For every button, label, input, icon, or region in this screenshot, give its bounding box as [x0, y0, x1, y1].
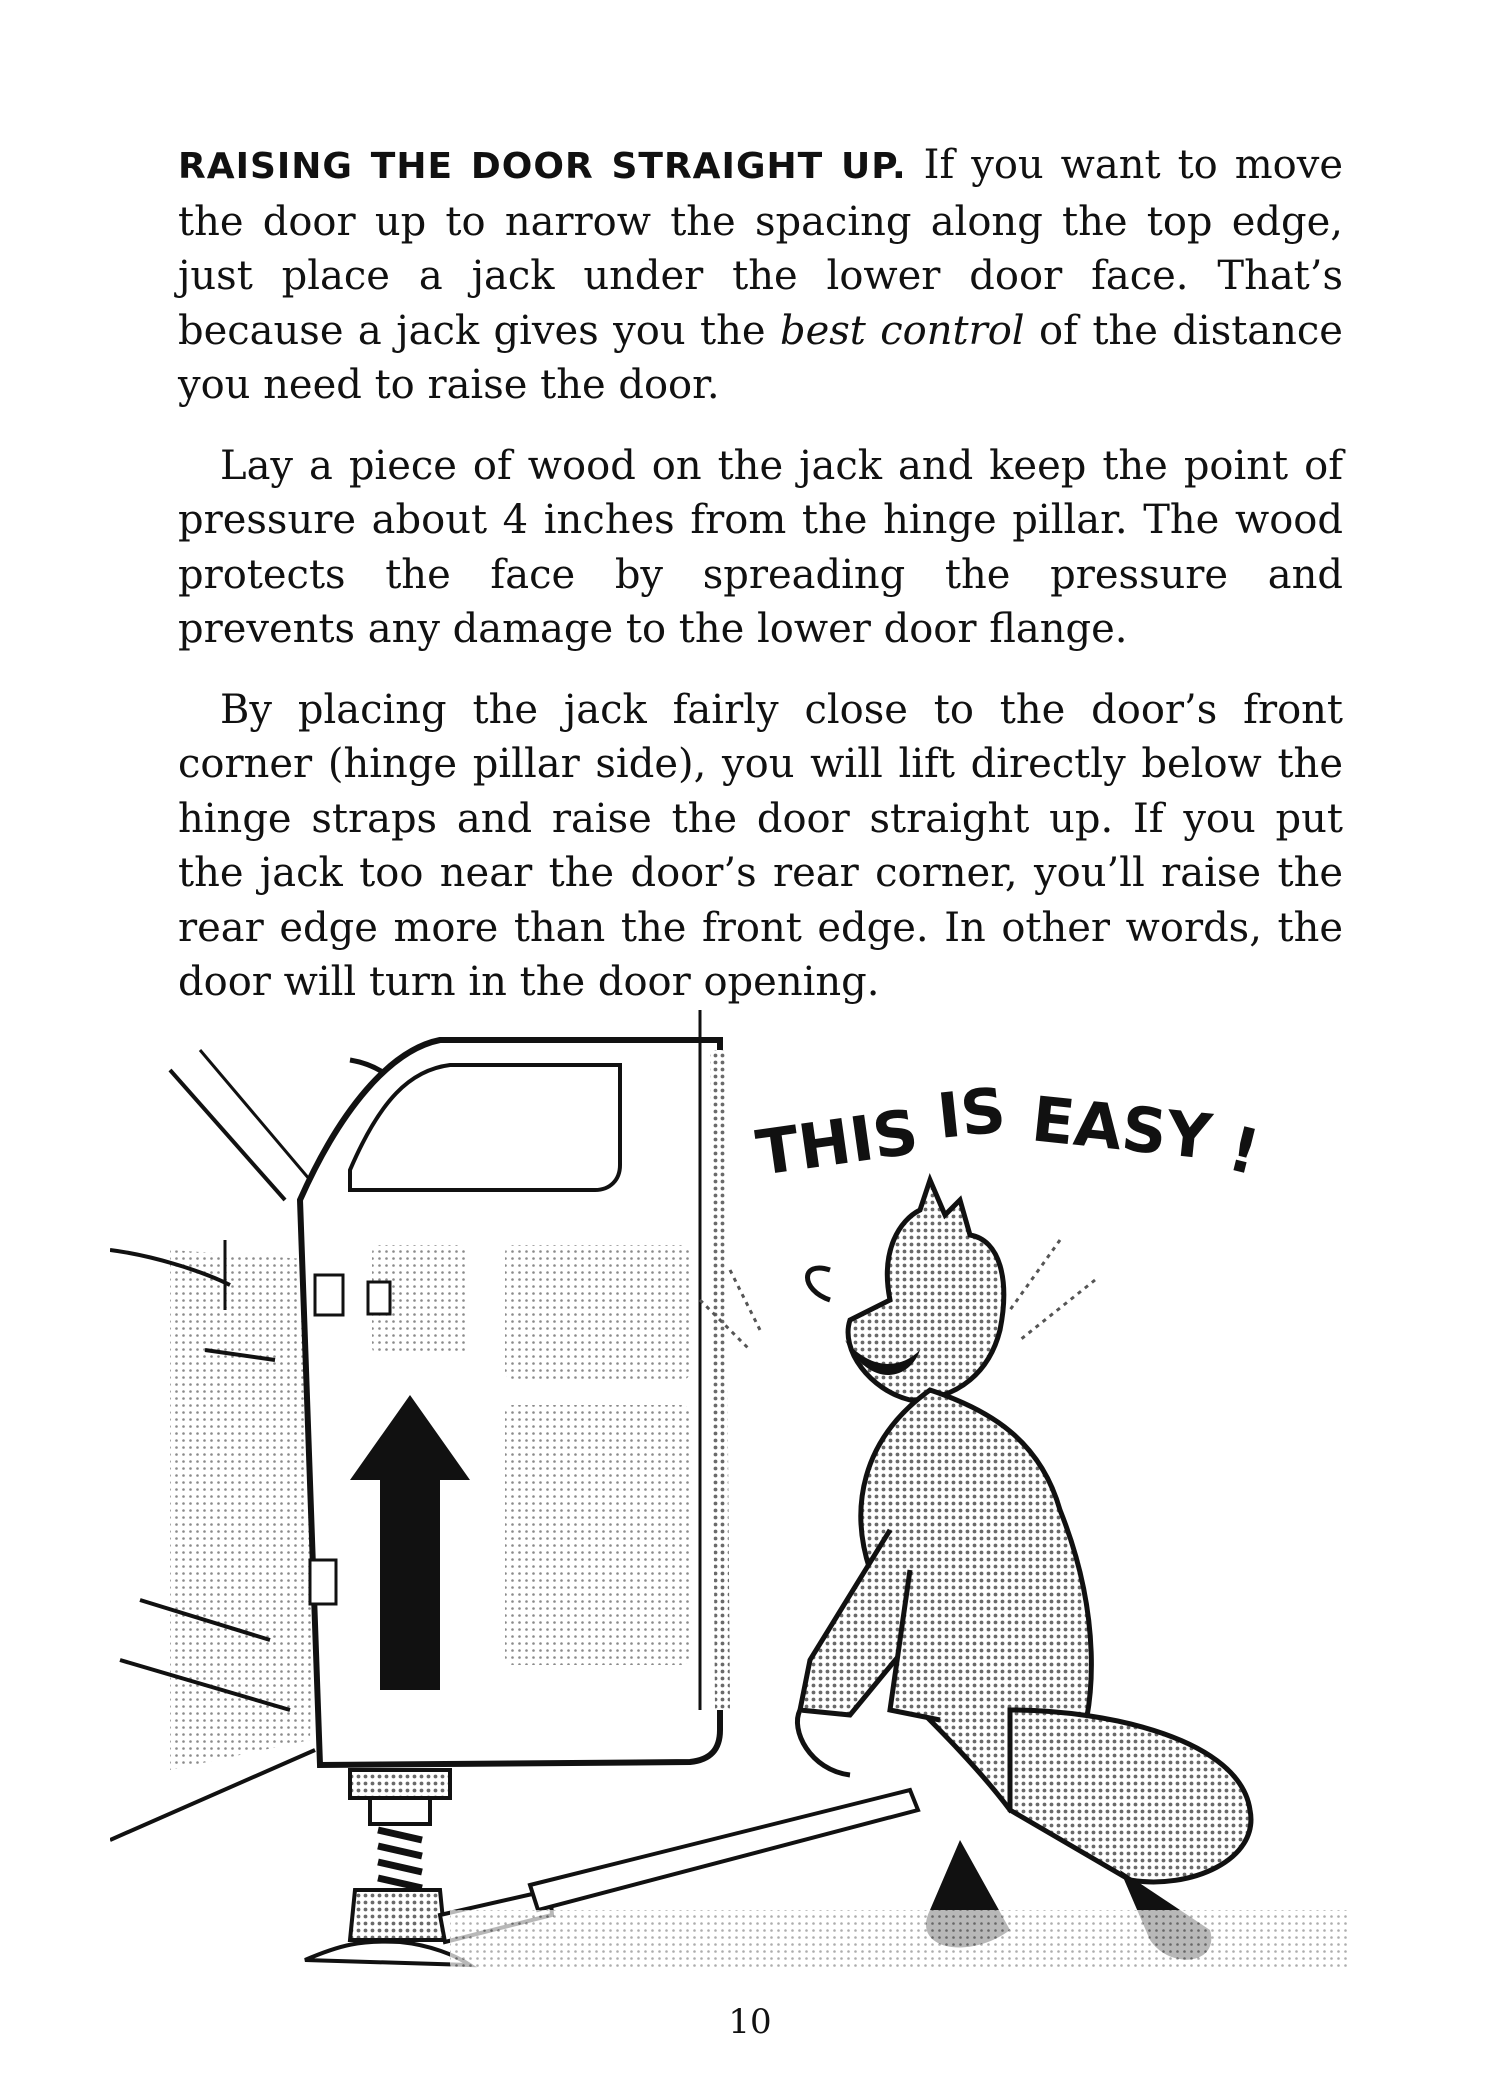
- caption-word-this: THIS: [751, 1095, 923, 1190]
- paragraph-3: By placing the jack fairly close to the door’s front corner (hinge pillar side), you will lift directly below the hinge straps and raise the door straight up. If you put the jack too near the door’s rear corner, you’ll raise the rear edge more than the front edge. In other words, the door will turn in the door opening.: [178, 686, 1343, 1005]
- body-text: [178, 138, 1343, 1036]
- door-jack-illustration: [110, 1010, 1390, 1970]
- caption-word-is: IS: [933, 1073, 1009, 1153]
- section-heading: RAISING THE DOOR STRAIGHT UP.: [178, 146, 907, 187]
- paragraph-2: Lay a piece of wood on the jack and keep the point of pressure about 4 inches from the hinge pillar. The wood protects the face by spreading the pressure and prevents any damage to the lower door flange.: [178, 442, 1343, 652]
- page-number: 10: [728, 2002, 772, 2042]
- paragraph-1-text-b: of the distance you need to raise the door.: [178, 307, 1343, 408]
- caption-exclamation: !: [1221, 1111, 1267, 1190]
- paragraph-1: [178, 138, 1343, 413]
- emphasis-best-control: best control: [779, 307, 1025, 354]
- floor-shading: [450, 1910, 1350, 1970]
- caption-word-easy: EASY: [1028, 1082, 1215, 1174]
- car-door: [300, 1010, 730, 1765]
- caption-this-is-easy: [752, 1073, 1267, 1190]
- paragraph-1-text-a: If you want to move the door up to narrow the spacing along the top edge, just place a jack under the lower door face. That’s because a jack gives you the: [178, 142, 1344, 354]
